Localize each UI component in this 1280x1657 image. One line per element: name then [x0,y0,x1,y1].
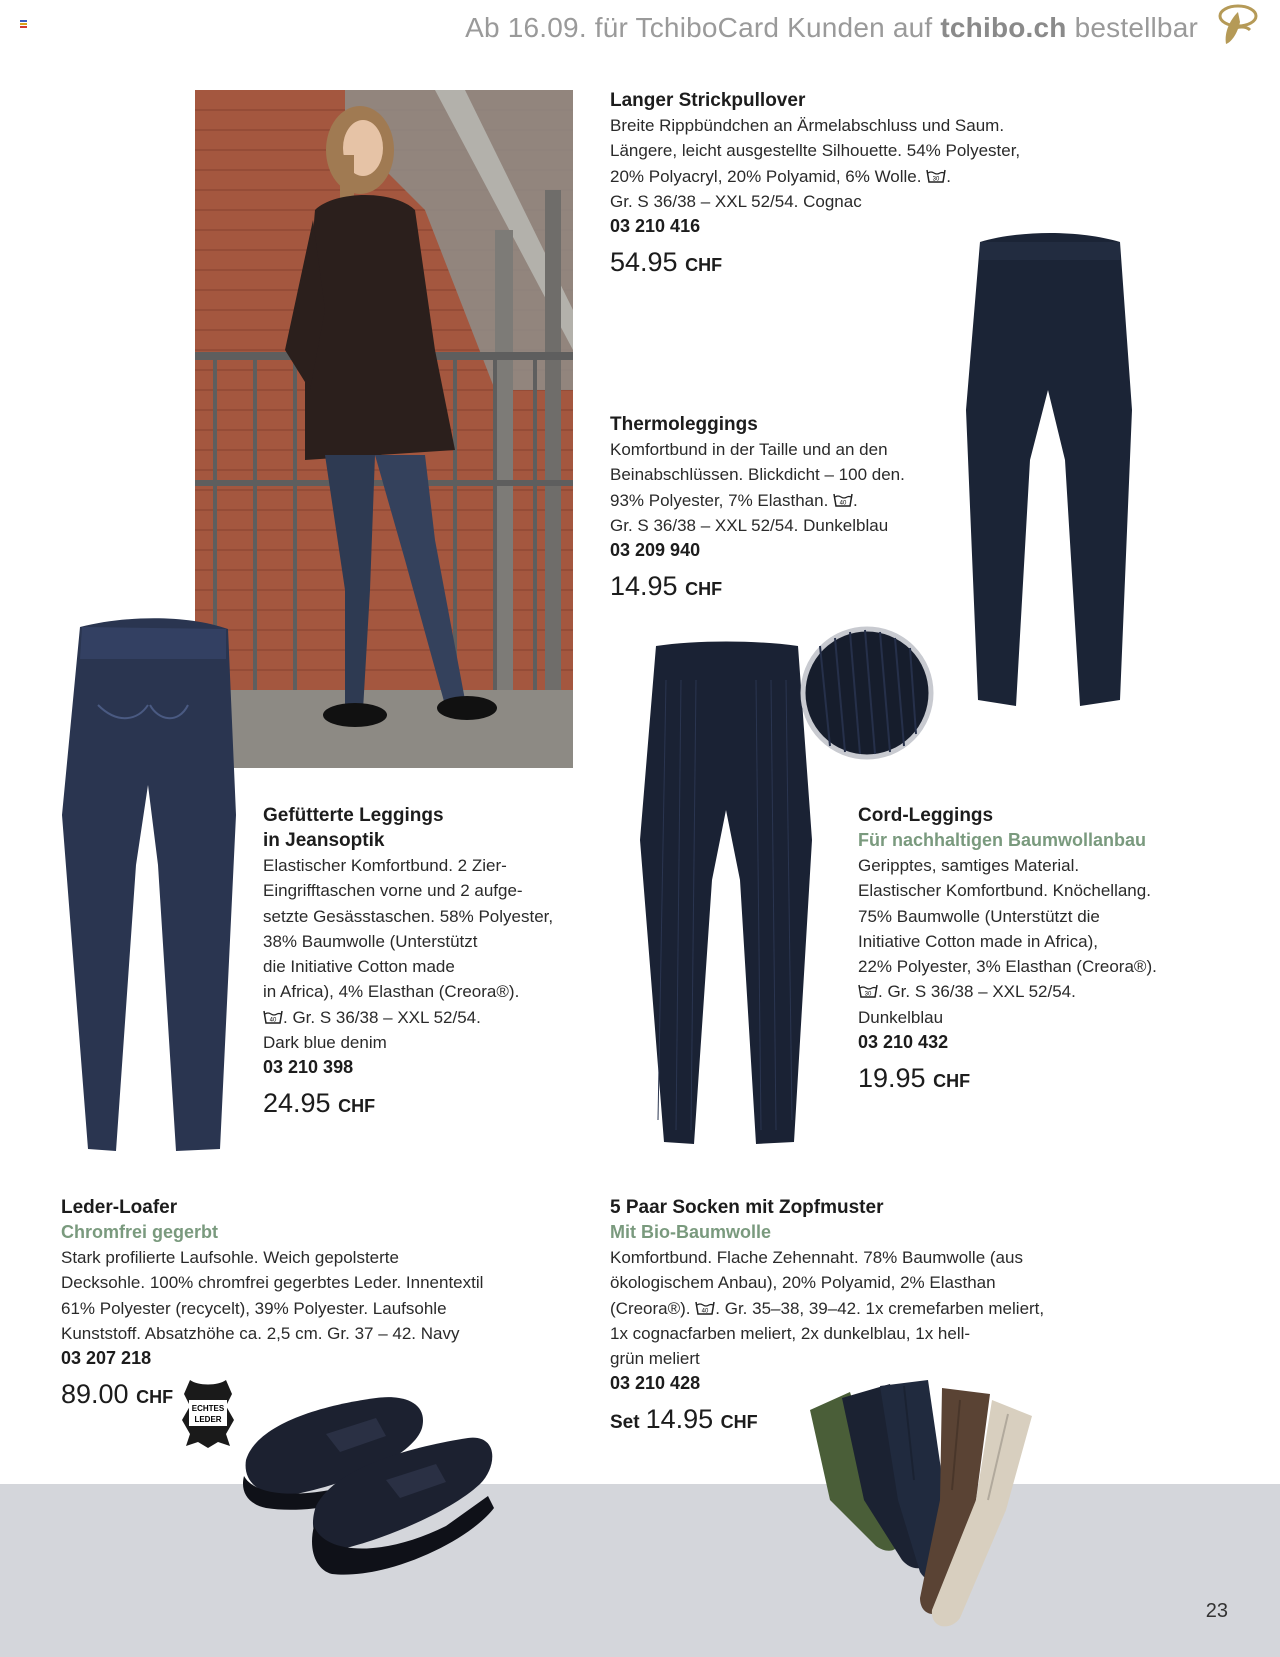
desc-line: 75% Baumwolle (Unterstützt die [858,906,1100,926]
product-title: Langer Strickpullover [610,90,806,111]
desc-line: Elastischer Komfortbund. 2 Zier- [263,856,507,875]
desc-line: in Africa), 4% Elasthan (Creora®). [263,982,520,1002]
currency: CHF [136,1387,174,1408]
product-cord-leggings [858,803,1258,1098]
desc-text: . Gr. S 36/38 – XXL 52/54. [878,982,1076,1002]
price [610,569,960,606]
product-loafer [61,1195,581,1414]
svg-text:30: 30 [932,176,940,183]
product-subtitle: Für nachhaltigen Baumwollanbau [858,830,1147,850]
product-title [263,803,603,853]
product-description [610,437,960,538]
price-prefix: Set [610,1412,640,1434]
currency: CHF [933,1071,971,1092]
title-line: Gefütterte Leggings [263,805,444,826]
desc-line: Kunststoff. Absatzhöhe ca. 2,5 cm. Gr. 37 – 42. Navy [61,1323,460,1343]
article-number: 03 210 432 [858,1032,949,1053]
desc-text: (Creora®). [610,1298,691,1318]
jeans-leggings-image [58,615,240,1155]
model-photo [195,90,573,768]
product-description [263,853,603,1055]
desc-line: Stark profilierte Laufsohle. Weich gepolsterte [61,1248,399,1267]
desc-line: Elastischer Komfortbund. Knöchellang. [858,881,1151,901]
washing-30-icon [858,983,878,999]
article-number: 03 209 940 [610,540,701,561]
desc-line: 1x cognacfarben meliert, 2x dunkelblau, 1x hell- [610,1323,971,1343]
desc-text: 93% Polyester, 7% Elasthan. [610,490,829,510]
socks-image [780,1380,1070,1632]
desc-line: Dark blue denim [263,1033,387,1053]
article-number: 03 210 416 [610,216,701,237]
price [858,1061,1258,1098]
product-thermoleggings [610,412,960,606]
desc-text: . [946,166,951,186]
desc-line: Initiative Cotton made in Africa), [858,931,1099,951]
product-title: Leder-Loafer [61,1197,178,1218]
desc-line: grün meliert [610,1349,700,1369]
washing-40-icon [695,1300,715,1316]
cord-detail-zoom [800,626,934,760]
desc-line: Längere, leicht ausgestellte Silhouette. 54% Polyester, [610,141,1021,161]
desc-line [858,979,1258,1004]
desc-line [263,1005,603,1030]
bottom-band [0,1484,1280,1657]
currency: CHF [685,579,723,600]
desc-line [610,1296,1110,1321]
desc-line: 22% Polyester, 3% Elasthan (Creora®). [858,957,1157,977]
desc-line: Dunkelblau [858,1007,944,1027]
product-title: Cord-Leggings [858,805,994,826]
product-subtitle: Mit Bio-Baumwolle [610,1222,771,1242]
desc-text: . Gr. S 36/38 – XXL 52/54. [283,1007,481,1027]
currency: CHF [685,255,723,276]
echtes-leder-icon [180,1376,236,1448]
desc-line: setzte Gesässtaschen. 58% Polyester, [263,906,554,926]
desc-text: . Gr. 35–38, 39–42. 1x cremefarben meliert, [715,1298,1045,1318]
leather-label-1: ECHTES [191,1404,225,1413]
product-description [610,1245,1110,1371]
product-description [858,853,1258,1030]
desc-line: Eingrifftaschen vorne und 2 aufge- [263,881,523,901]
desc-line [610,164,1070,189]
price-value: 89.00 [61,1379,129,1410]
svg-text:40: 40 [269,1017,277,1024]
washing-40-icon [833,492,853,508]
desc-text: . [853,490,858,510]
loafer-image [236,1386,498,1582]
desc-line [610,488,960,513]
desc-text: 20% Polyacryl, 20% Polyamid, 6% Wolle. [610,166,922,186]
leather-label-2: LEDER [194,1415,222,1424]
desc-line: Gr. S 36/38 – XXL 52/54. Cognac [610,191,862,211]
product-description [61,1245,581,1346]
thermoleggings-image [960,230,1136,730]
price-value: 14.95 [645,1404,714,1435]
svg-text:30: 30 [864,991,872,998]
product-pullover [610,88,1070,282]
page-number: 23 [1205,1600,1228,1622]
svg-text:40: 40 [839,500,847,507]
washing-30-icon [926,168,946,184]
product-title: Thermoleggings [610,414,758,435]
desc-line: Beinabschlüssen. Blickdicht – 100 den. [610,465,905,485]
title-line: in Jeansoptik [263,830,385,851]
availability-banner [465,12,1198,44]
tchibo-logo-icon [1212,2,1260,50]
banner-domain-link[interactable]: tchibo.ch [940,12,1067,43]
article-number: 03 210 428 [610,1373,701,1394]
product-subtitle: Chromfrei gegerbt [61,1222,219,1242]
product-jeans-leggings [263,803,603,1123]
currency: CHF [338,1096,376,1117]
desc-line: Geripptes, samtiges Material. [858,856,1080,875]
washing-40-icon [263,1009,283,1025]
price [610,245,1070,282]
price [263,1086,603,1123]
desc-line: Decksohle. 100% chromfrei gegerbtes Leder. Innentextil [61,1273,484,1293]
desc-line: Komfortbund. Flache Zehennaht. 78% Baumwolle (aus [610,1248,1023,1267]
flag-icon [20,20,27,28]
product-title: 5 Paar Socken mit Zopfmuster [610,1197,884,1218]
desc-line: Komfortbund in der Taille und an den [610,440,888,459]
desc-line: Gr. S 36/38 – XXL 52/54. Dunkelblau [610,515,889,535]
price-value: 19.95 [858,1063,926,1094]
desc-line: 61% Polyester (recycelt), 39% Polyester. Laufsohle [61,1298,447,1318]
cord-leggings-image [636,640,814,1148]
desc-line: Breite Rippbündchen an Ärmelabschluss und Saum. [610,116,1005,135]
desc-line: ökologischem Anbau), 20% Polyamid, 2% Elasthan [610,1273,996,1293]
article-number: 03 207 218 [61,1348,152,1369]
price-value: 14.95 [610,571,678,602]
price-value: 54.95 [610,247,678,278]
price-value: 24.95 [263,1088,331,1119]
svg-text:40: 40 [701,1308,709,1315]
article-number: 03 210 398 [263,1057,354,1078]
product-description [610,113,1070,214]
currency: CHF [720,1412,758,1433]
desc-line: die Initiative Cotton made [263,957,455,977]
banner-text: Ab 16.09. für TchiboCard Kunden auf [465,12,933,43]
banner-end-text: bestellbar [1074,12,1198,43]
desc-line: 38% Baumwolle (Unterstützt [263,931,478,951]
